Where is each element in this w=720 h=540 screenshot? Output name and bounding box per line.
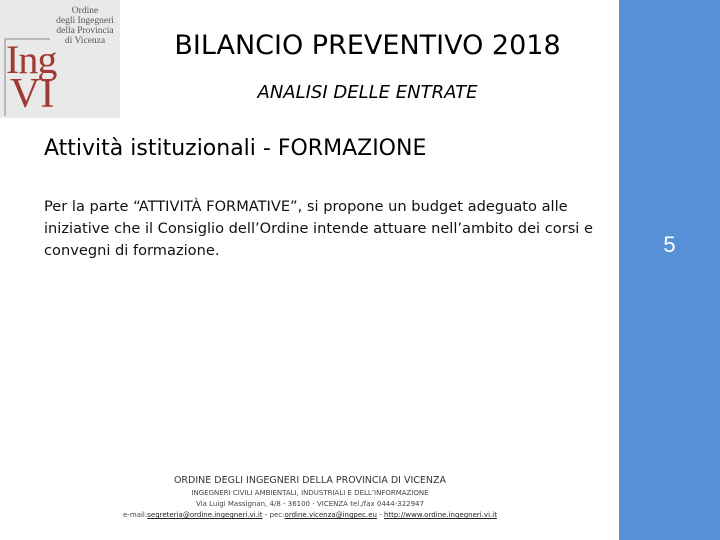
section-heading: Attività istituzionali - FORMAZIONE bbox=[44, 136, 427, 161]
ordine-logo bbox=[0, 0, 120, 118]
logo-text bbox=[50, 6, 120, 46]
footer bbox=[60, 474, 560, 521]
footer-web-link[interactable]: http://www.ordine.ingegneri.vi.it bbox=[383, 511, 497, 519]
logo-mark-ing: Ing bbox=[6, 37, 57, 82]
footer-pec-label: - pec: bbox=[262, 511, 285, 519]
logo-line: degli Ingegneri bbox=[56, 16, 114, 26]
footer-address: Via Luigi Massignan, 4/8 - 36100 - VICENZA tel./fax 0444-322947 bbox=[196, 500, 424, 508]
logo-line: Ordine bbox=[71, 6, 99, 16]
footer-pec-link[interactable]: ordine.vicenza@ingpec.eu bbox=[284, 511, 377, 519]
logo-line: della Provincia bbox=[56, 26, 114, 36]
section-body: Per la parte “ATTIVITÀ FORMATIVE”, si propone un budget adeguato alle iniziative che il Consiglio dell’Ordine intende attuare nell’ambito dei corsi e convegni di formazione. bbox=[44, 198, 593, 259]
footer-sectors: INGEGNERI CIVILI AMBIENTALI, INDUSTRIALI E DELL’INFORMAZIONE bbox=[191, 489, 429, 497]
slide-subtitle: ANALISI DELLE ENTRATE bbox=[257, 82, 478, 103]
footer-email-label: e-mail: bbox=[123, 511, 148, 519]
footer-org: ORDINE DEGLI INGEGNERI DELLA PROVINCIA DI VICENZA bbox=[173, 475, 447, 486]
logo-mark-vi: VI bbox=[10, 71, 55, 117]
slide-title: BILANCIO PREVENTIVO 2018 bbox=[174, 30, 561, 61]
logo-line: di Vicenza bbox=[64, 36, 106, 46]
page-number: 5 bbox=[663, 232, 676, 257]
footer-contacts: e-mail:segreteria@ordine.ingegneri.vi.it - pec:ordine.vicenza@ingpec.eu - http://www.ordine.ingegneri.vi.it bbox=[123, 511, 497, 519]
footer-email-link[interactable]: segreteria@ordine.ingegneri.vi.it bbox=[147, 511, 263, 519]
sidebar-band bbox=[619, 0, 720, 540]
